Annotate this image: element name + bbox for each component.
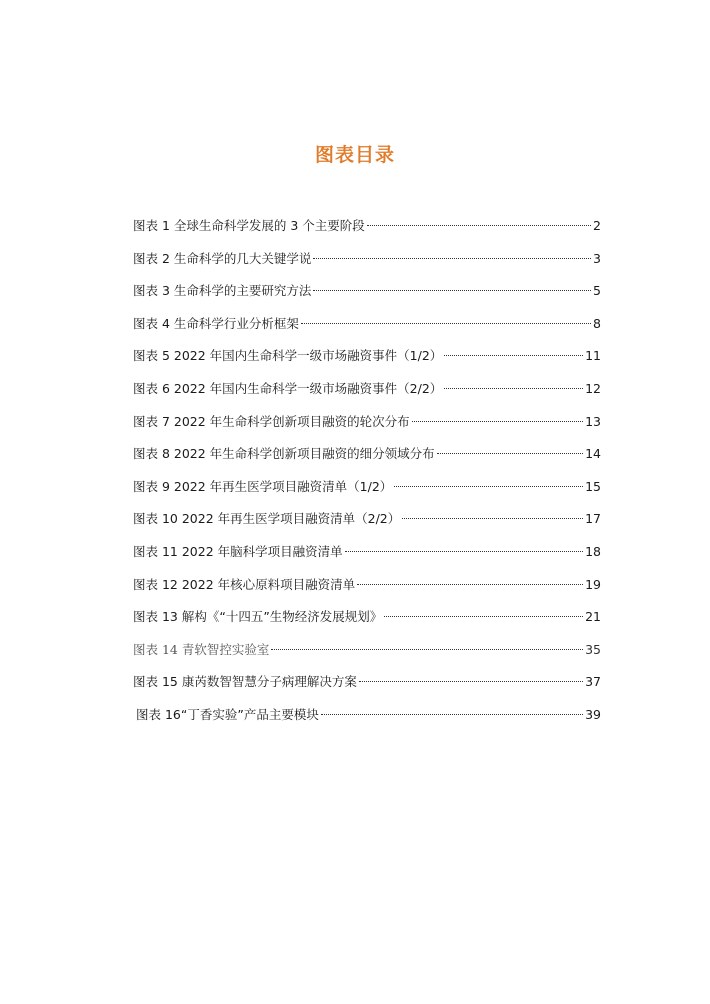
leader-dots [394, 486, 583, 487]
toc-entry-6[interactable] [133, 379, 601, 412]
leader-dots [301, 323, 591, 324]
toc-entry-7[interactable] [133, 412, 601, 445]
leader-dots [412, 421, 583, 422]
toc-entry-page: 5 [593, 283, 601, 299]
leader-dots [444, 355, 583, 356]
toc-entry-9[interactable] [133, 477, 601, 510]
toc-entry-page: 13 [585, 413, 601, 429]
toc-entry-14[interactable] [133, 640, 601, 673]
toc-entry-label: 图表 8 2022 年生命科学创新项目融资的细分领域分布 [133, 446, 435, 462]
toc-entry-label: 图表 4 生命科学行业分析框架 [133, 315, 299, 331]
leader-dots [444, 388, 583, 389]
toc-entry-15[interactable] [133, 672, 601, 705]
leader-dots [321, 714, 583, 715]
toc-entry-label: 图表 6 2022 年国内生命科学一级市场融资事件（2/2） [133, 380, 443, 396]
toc-entry-label: 图表 10 2022 年再生医学项目融资清单（2/2） [133, 511, 401, 527]
table-of-figures [133, 216, 601, 738]
toc-entry-page: 19 [585, 576, 601, 592]
toc-entry-page: 37 [585, 674, 601, 690]
toc-entry-label: 图表 16“丁香实验”产品主要模块 [136, 706, 319, 722]
page-title: 图表目录 [314, 144, 395, 166]
leader-dots [402, 518, 583, 519]
toc-entry-page: 35 [585, 641, 601, 657]
toc-entry-page: 39 [585, 706, 601, 722]
toc-entry-label: 图表 14 青软智控实验室 [133, 641, 270, 657]
toc-entry-4[interactable] [133, 314, 601, 347]
toc-entry-page: 18 [585, 543, 601, 559]
toc-entry-label: 图表 9 2022 年再生医学项目融资清单（1/2） [133, 478, 393, 494]
toc-entry-5[interactable] [133, 346, 601, 379]
toc-entry-3[interactable] [133, 281, 601, 314]
leader-dots [313, 290, 591, 291]
toc-entry-page: 15 [585, 478, 601, 494]
toc-entry-page: 21 [585, 609, 601, 625]
toc-entry-12[interactable] [133, 575, 601, 608]
leader-dots [384, 616, 583, 617]
toc-entry-2[interactable] [133, 249, 601, 282]
leader-dots [313, 258, 591, 259]
toc-entry-11[interactable] [133, 542, 601, 575]
toc-entry-page: 14 [585, 446, 601, 462]
leader-dots [271, 649, 583, 650]
toc-entry-page: 11 [585, 348, 601, 364]
toc-entry-label: 图表 11 2022 年脑科学项目融资清单 [133, 543, 343, 559]
toc-entry-13[interactable] [133, 607, 601, 640]
toc-entry-label: 图表 13 解构《“十四五”生物经济发展规划》 [133, 609, 383, 625]
toc-entry-label: 图表 15 康芮数智智慧分子病理解决方案 [133, 674, 357, 690]
toc-entry-1[interactable] [133, 216, 601, 249]
toc-entry-page: 2 [593, 218, 601, 233]
toc-entry-16[interactable] [133, 705, 601, 738]
toc-entry-label: 图表 12 2022 年核心原料项目融资清单 [133, 576, 356, 592]
toc-entry-label: 图表 7 2022 年生命科学创新项目融资的轮次分布 [133, 413, 410, 429]
toc-entry-8[interactable] [133, 444, 601, 477]
toc-entry-10[interactable] [133, 509, 601, 542]
leader-dots [345, 551, 583, 552]
leader-dots [367, 225, 591, 226]
toc-entry-page: 3 [593, 250, 601, 266]
leader-dots [437, 453, 583, 454]
toc-entry-page: 12 [585, 380, 601, 396]
toc-entry-label: 图表 5 2022 年国内生命科学一级市场融资事件（1/2） [133, 348, 443, 364]
leader-dots [357, 584, 583, 585]
toc-entry-page: 17 [585, 511, 601, 527]
toc-entry-label: 图表 2 生命科学的几大关键学说 [133, 250, 312, 266]
leader-dots [359, 681, 583, 682]
toc-entry-label: 图表 1 全球生命科学发展的 3 个主要阶段 [133, 218, 365, 233]
toc-entry-label: 图表 3 生命科学的主要研究方法 [133, 283, 312, 299]
toc-entry-page: 8 [593, 315, 601, 331]
